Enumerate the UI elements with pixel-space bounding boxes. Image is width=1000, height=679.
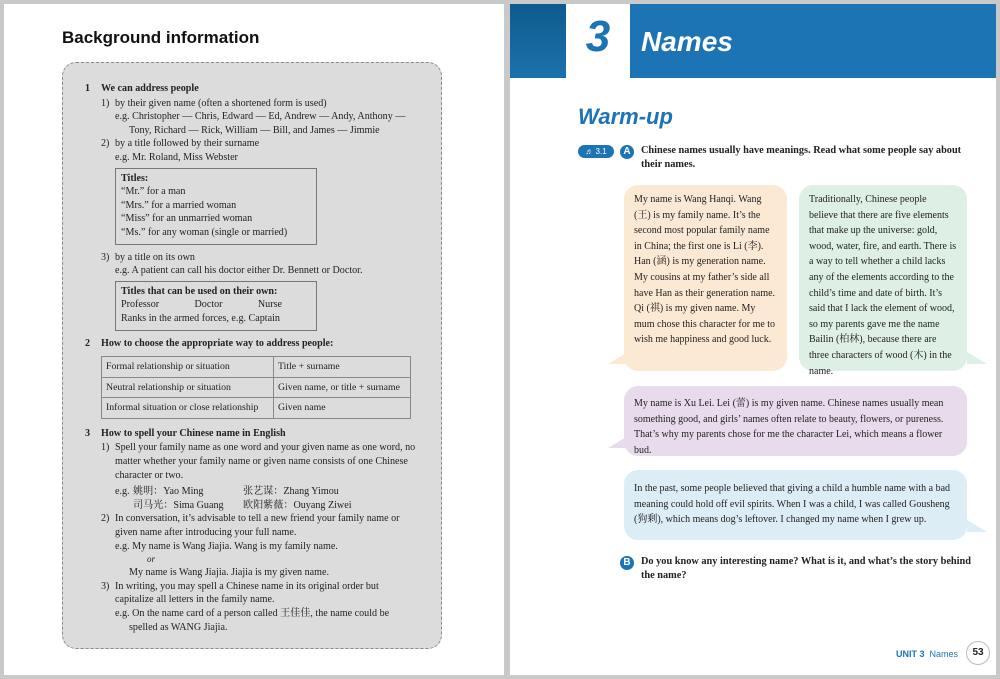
titles-line: “Miss” for an unmarried woman xyxy=(121,213,253,225)
page-number: 53 xyxy=(966,641,990,665)
s3-item-3-example: e.g. On the name card of a person called 王佳佳, the name could be spelled as WANG Jiajia. xyxy=(115,608,390,633)
s1-item-3: 3) by a title on its own xyxy=(101,251,195,263)
or-label: or xyxy=(147,554,156,565)
unit-title: Names xyxy=(641,26,733,57)
section-3-heading: 3 How to spell your Chinese name in English xyxy=(85,427,286,439)
s3-item-2-example: e.g. My name is Wang Jiajia. Wang is my family name. xyxy=(115,540,338,552)
titles-line: “Ms.” for any woman (single or married) xyxy=(121,226,288,238)
s3-item-2: 2) In conversation, it’s advisable to tell a new friend your family name or given name after introducing your full name. xyxy=(101,513,400,539)
speech-bubble-xu-lei: My name is Xu Lei. Lei (蕾) is my given name. Chinese names usually mean something good, and girls’ names often relate to beauty, flowers, or pureness. That’s why my parents chose for me the character Lei, which means a flower bud. xyxy=(624,386,967,456)
speech-bubble-gousheng: In the past, some people believed that giving a child a humble name with a bad meaning could hold off evil spirits. When I was a child, I was called Gousheng (狗剩), which means dog’s leftover. I changed my name when I grew up. xyxy=(624,470,967,540)
warm-up-heading: Warm-up xyxy=(578,104,673,129)
table-row: Formal relationship or situation Title + surname xyxy=(102,357,411,378)
s3-item-1: 1) Spell your family name as one word and your given name as one word, no matter whether your family name or given name consists of one Chinese character or two. xyxy=(101,442,416,481)
s1-item-1: 1) by their given name (often a shortened form is used) xyxy=(101,97,327,109)
headphones-icon: ♬ xyxy=(585,147,594,156)
titles-box: Titles: “Mr.” for a man “Mrs.” for a married woman “Miss” for an unmarried woman “Ms.” for any woman (single or married) xyxy=(115,168,317,245)
title-word: Professor xyxy=(121,299,160,311)
title-word: Doctor xyxy=(194,299,223,311)
right-page xyxy=(510,4,996,675)
table-row: Neutral relationship or situation Given name, or title + surname xyxy=(102,377,411,398)
chinese-name-examples: 司马光：Sima Guang 欧阳紫薇：Ouyang Ziwei xyxy=(133,499,352,511)
title-word: Nurse xyxy=(257,299,282,311)
part-b-question: Do you know any interesting name? What is it, and what’s the story behind the name? xyxy=(641,556,971,581)
titles-own-box: Titles that can be used on their own: Professor Doctor Nurse Ranks in the armed forces, e.g. Captain xyxy=(115,281,317,331)
part-b-label: B xyxy=(620,556,634,570)
page-footer: UNIT 3 Names xyxy=(896,649,959,659)
s1-item-1-example: e.g. Christopher — Chris, Edward — Ed, Andrew — Andy, Anthony — Tony, Richard — Rick, William — Bill, and James — Jimmie xyxy=(115,111,406,136)
s3-item-3: 3) In writing, you may spell a Chinese name in its original order but capitalize all letters in the family name. xyxy=(101,580,379,606)
s1-item-2-example: e.g. Mr. Roland, Miss Webster xyxy=(115,151,238,163)
section-1-heading: 1 We can address people xyxy=(85,83,199,94)
s1-item-3-example: e.g. A patient can call his doctor either Dr. Bennett or Doctor. xyxy=(115,265,363,277)
unit-number: 3 xyxy=(585,12,611,61)
unit-banner xyxy=(510,4,996,78)
s3-item-2-example-alt: My name is Wang Jiajia. Jiajia is my given name. xyxy=(129,567,329,579)
titles-line: “Mrs.” for a married woman xyxy=(121,199,237,211)
audio-track-badge[interactable]: ♬ 3.1 xyxy=(578,145,614,158)
s1-item-2: 2) by a title followed by their surname xyxy=(101,138,260,150)
bubble-tail xyxy=(967,520,987,532)
titles-line: “Mr.” for a man xyxy=(121,186,186,198)
part-a-label: A xyxy=(620,145,634,159)
table-row: Informal situation or close relationship Given name xyxy=(102,398,411,419)
bubble-tail xyxy=(967,352,987,364)
chinese-name-examples: e.g. 姚明：Yao Ming 张艺谋：Zhang Yimou xyxy=(115,486,339,498)
background-info-box xyxy=(62,62,442,649)
part-a-instruction: Chinese names usually have meanings. Read what some people say about their names. xyxy=(641,145,962,170)
speech-bubble-wang-hanqi: My name is Wang Hanqi. Wang (王) is my family name. It’s the second most popular family name in China; the first one is Li (李). Han (涵) is my generation name. My cousins at my father’s side all have Han as their generation name. Qi (祺) is my given name. My mum chose this character for me to wish me happiness and good luck. xyxy=(624,185,787,371)
background-info-title: Background information xyxy=(62,28,260,47)
section-2-heading: 2 How to choose the appropriate way to address people: xyxy=(85,337,334,349)
unit-number-box xyxy=(566,4,630,78)
speech-bubble-bailin: Traditionally, Chinese people believe that there are five elements that make up the universe: gold, wood, water, fire, and earth. There is a way to tell whether a child lacks any of the elements according to the child’s time and date of birth. It’s said that I lack the element of wood, so my parents gave me the name Bailin (柏林), because there are three characters of wood (木) in the name. xyxy=(799,185,967,371)
address-table xyxy=(101,356,411,419)
left-page xyxy=(4,4,504,675)
